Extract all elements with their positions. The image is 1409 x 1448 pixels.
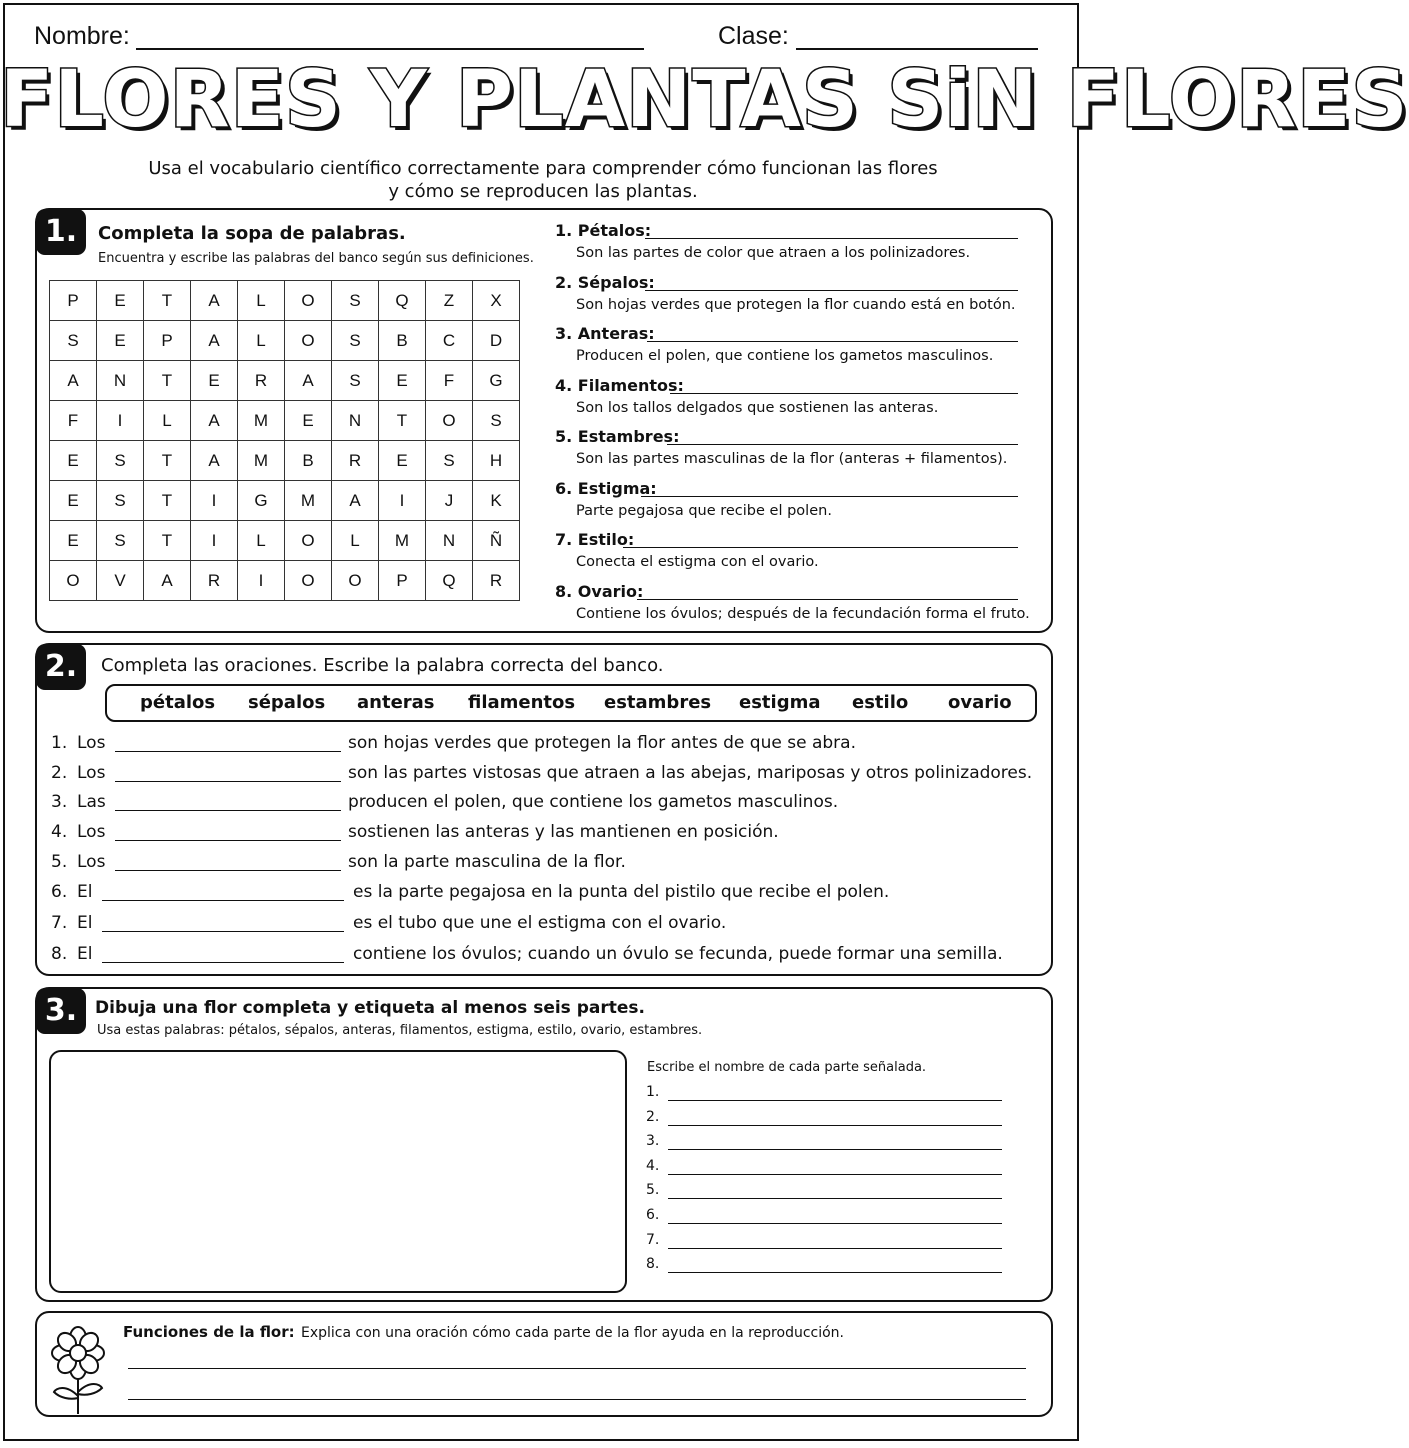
sentence-article: El [77, 913, 93, 933]
grid-cell[interactable]: J [426, 481, 473, 521]
word-bank-item: estambres [604, 692, 712, 713]
definition-answer-field[interactable] [637, 599, 1018, 600]
grid-cell[interactable]: I [238, 561, 285, 601]
definition-answer-field[interactable] [645, 238, 1018, 239]
sentence-answer-field[interactable] [115, 870, 341, 871]
word-bank-item: estilo [852, 692, 909, 713]
definition-label: 3. Anteras: [555, 324, 655, 343]
sentence-article: Los [77, 733, 106, 753]
definition-answer-field[interactable] [647, 341, 1018, 342]
grid-cell[interactable]: O [285, 321, 332, 361]
labels-title: Escribe el nombre de cada parte señalada. [647, 1060, 927, 1075]
definition-answer-field[interactable] [667, 444, 1018, 445]
grid-cell[interactable]: E [50, 521, 97, 561]
grid-cell[interactable]: F [50, 401, 97, 441]
grid-cell[interactable]: P [379, 561, 426, 601]
definition-label: 4. Filamentos: [555, 375, 684, 395]
definition-label: 7. Estilo: [555, 530, 635, 549]
grid-cell[interactable]: S [426, 441, 473, 481]
grid-cell[interactable]: O [285, 281, 332, 321]
grid-cell[interactable]: A [285, 361, 332, 401]
grid-cell[interactable]: N [97, 361, 144, 401]
grid-cell[interactable]: A [144, 561, 191, 601]
grid-cell[interactable]: A [191, 401, 238, 441]
grid-cell[interactable]: M [238, 401, 285, 441]
grid-cell[interactable]: R [473, 561, 520, 601]
grid-cell[interactable]: R [238, 361, 285, 401]
label-number: 2. [646, 1108, 660, 1125]
grid-cell[interactable]: T [144, 361, 191, 401]
grid-cell[interactable]: S [473, 401, 520, 441]
grid-cell[interactable]: B [285, 441, 332, 481]
sentence-article: El [77, 944, 93, 964]
sentence-article: Las [77, 792, 106, 812]
sentence-number: 3. [51, 792, 68, 812]
label-number: 3. [646, 1133, 660, 1150]
label-answer-field[interactable] [668, 1248, 1002, 1249]
functions-instruction: Explica con una oración cómo cada parte de la flor ayuda en la reproducción. [301, 1325, 845, 1341]
sentence-text: son hojas verdes que protegen la flor antes de que se abra. [348, 733, 856, 753]
sentence-article: El [77, 882, 93, 902]
label-number: 6. [646, 1207, 660, 1223]
grid-cell[interactable]: Q [426, 561, 473, 601]
grid-cell[interactable]: S [50, 321, 97, 361]
grid-cell[interactable]: Ñ [473, 521, 520, 561]
page-title: FLORES Y PLANTAS SiN FLORES [0, 55, 1409, 145]
grid-cell[interactable]: A [191, 281, 238, 321]
definition-text: Producen el polen, que contiene los gametos masculinos. [576, 348, 994, 364]
grid-cell[interactable]: O [50, 561, 97, 601]
grid-cell[interactable]: T [144, 481, 191, 521]
grid-cell[interactable]: I [191, 481, 238, 521]
word-bank-item: estigma [739, 692, 821, 713]
grid-cell[interactable]: T [379, 401, 426, 441]
label-answer-field[interactable] [668, 1198, 1002, 1199]
sentence-text: es el tubo que une el estigma con el ovario. [353, 913, 727, 933]
word-bank-item: filamentos [468, 692, 576, 713]
definition-answer-field[interactable] [670, 393, 1018, 394]
grid-cell[interactable]: E [50, 481, 97, 521]
label-number: 8. [646, 1256, 660, 1273]
definition-label: 5. Estambres: [555, 427, 680, 446]
grid-row [50, 281, 520, 321]
definition-text: Contiene los óvulos; después de la fecundación forma el fruto. [576, 605, 1030, 622]
flower-icon [48, 1326, 108, 1418]
functions-answer-line-2[interactable] [128, 1399, 1026, 1400]
grid-cell[interactable]: D [473, 321, 520, 361]
grid-cell[interactable]: T [144, 441, 191, 481]
subtitle-line-1: Usa el vocabulario científico correctamente para comprender cómo funcionan las flores [148, 158, 938, 179]
grid-cell[interactable]: S [97, 521, 144, 561]
grid-cell[interactable]: E [285, 401, 332, 441]
sentence-article: Los [77, 852, 106, 872]
section-2-title: Completa las oraciones. Escribe la palabra correcta del banco. [101, 655, 664, 676]
sentence-text: producen el polen, que contiene los gametos masculinos. [348, 792, 839, 812]
grid-cell[interactable]: O [426, 401, 473, 441]
definition-label: 2. Sépalos: [555, 272, 655, 292]
grid-row [50, 521, 520, 561]
grid-cell[interactable]: R [332, 441, 379, 481]
grid-cell[interactable]: A [50, 361, 97, 401]
definition-answer-field[interactable] [645, 290, 1018, 291]
grid-cell[interactable]: Z [426, 281, 473, 321]
label-answer-field[interactable] [668, 1149, 1002, 1150]
sentence-number: 5. [51, 852, 68, 872]
grid-cell[interactable]: E [97, 321, 144, 361]
definition-answer-field[interactable] [623, 547, 1018, 548]
grid-cell[interactable]: S [332, 321, 379, 361]
grid-cell[interactable]: S [97, 441, 144, 481]
label-number: 5. [646, 1182, 660, 1199]
grid-cell[interactable]: O [332, 561, 379, 601]
grid-cell[interactable]: L [144, 401, 191, 441]
definition-answer-field[interactable] [641, 496, 1018, 497]
sentence-number: 2. [51, 763, 68, 783]
grid-cell[interactable]: M [238, 441, 285, 481]
grid-cell[interactable]: S [97, 481, 144, 521]
grid-cell[interactable]: V [97, 561, 144, 601]
grid-row [50, 441, 520, 481]
grid-cell[interactable]: O [285, 561, 332, 601]
functions-answer-line-1[interactable] [128, 1368, 1026, 1369]
section-1-title: Completa la sopa de palabras. [98, 223, 406, 244]
grid-cell[interactable]: E [50, 441, 97, 481]
label-answer-field[interactable] [668, 1100, 1002, 1101]
definition-label: 6. Estigma: [555, 478, 657, 498]
grid-cell[interactable]: S [332, 281, 379, 321]
sentence-article: Los [77, 822, 106, 842]
sentence-answer-field[interactable] [115, 810, 341, 811]
subtitle-line-2: y cómo se reproducen las plantas. [388, 181, 698, 202]
label-answer-field[interactable] [668, 1125, 1002, 1126]
grid-cell[interactable]: E [97, 281, 144, 321]
sentence-answer-field[interactable] [102, 931, 344, 932]
grid-row [50, 481, 520, 521]
grid-cell[interactable]: C [426, 321, 473, 361]
label-number: 7. [646, 1231, 660, 1248]
definition-text: Son hojas verdes que protegen la flor cuando está en botón. [576, 296, 1016, 313]
grid-cell[interactable]: A [191, 321, 238, 361]
grid-cell[interactable]: E [379, 361, 426, 401]
grid-cell[interactable]: O [285, 521, 332, 561]
section-1-subtitle: Encuentra y escribe las palabras del banco según sus definiciones. [98, 251, 534, 266]
grid-cell[interactable]: F [426, 361, 473, 401]
label-number: 1. [646, 1084, 660, 1100]
grid-cell[interactable]: N [426, 521, 473, 561]
grid-cell[interactable]: L [238, 281, 285, 321]
grid-cell[interactable]: G [238, 481, 285, 521]
grid-cell[interactable]: X [473, 281, 520, 321]
section-3-subtitle: Usa estas palabras: pétalos, sépalos, anteras, filamentos, estigma, estilo, ovario, estambres. [97, 1023, 703, 1038]
label-number: 4. [646, 1157, 660, 1174]
drawing-area[interactable] [49, 1050, 627, 1293]
definition-text: Son los tallos delgados que sostienen las anteras. [576, 399, 939, 416]
sentence-text: sostienen las anteras y las mantienen en posición. [348, 822, 779, 842]
grid-row [50, 401, 520, 441]
grid-cell[interactable]: I [97, 401, 144, 441]
sentence-number: 4. [51, 822, 68, 842]
section-2-number: 2. [36, 644, 86, 690]
sentence-answer-field[interactable] [102, 962, 344, 963]
section-3-number: 3. [36, 988, 86, 1034]
definition-label: 8. Ovario: [555, 581, 644, 601]
grid-cell[interactable]: I [191, 521, 238, 561]
grid-cell[interactable]: L [238, 521, 285, 561]
label-answer-field[interactable] [668, 1174, 1002, 1175]
word-search-grid [49, 280, 520, 601]
grid-cell[interactable]: R [191, 561, 238, 601]
grid-cell[interactable]: N [332, 401, 379, 441]
definition-text: Son las partes de color que atraen a los polinizadores. [576, 245, 971, 261]
grid-cell[interactable]: S [332, 361, 379, 401]
word-bank-item: pétalos [140, 692, 216, 713]
word-bank-item: anteras [357, 692, 435, 713]
label-answer-field[interactable] [668, 1223, 1002, 1224]
label-answer-field[interactable] [668, 1272, 1002, 1273]
grid-cell[interactable]: H [473, 441, 520, 481]
word-bank-item: ovario [948, 692, 1012, 713]
definition-text: Parte pegajosa que recibe el polen. [576, 502, 832, 519]
grid-row [50, 361, 520, 401]
grid-cell[interactable]: M [285, 481, 332, 521]
definition-text: Conecta el estigma con el ovario. [576, 554, 819, 570]
sentence-answer-field[interactable] [115, 751, 341, 752]
grid-cell[interactable]: B [379, 321, 426, 361]
grid-cell[interactable]: A [191, 441, 238, 481]
sentence-answer-field[interactable] [115, 840, 341, 841]
grid-cell[interactable]: P [50, 281, 97, 321]
section-1-number: 1. [36, 209, 86, 255]
grid-cell[interactable]: Q [379, 281, 426, 321]
functions-title: Funciones de la flor: [123, 1323, 295, 1341]
name-field[interactable] [136, 48, 644, 50]
sentence-answer-field[interactable] [115, 781, 341, 782]
grid-cell[interactable]: I [379, 481, 426, 521]
sentence-number: 6. [51, 882, 68, 902]
word-bank-item: sépalos [248, 692, 326, 713]
sentence-text: es la parte pegajosa en la punta del pistilo que recibe el polen. [353, 882, 890, 902]
class-field[interactable] [796, 48, 1038, 50]
name-label: Nombre: [34, 22, 130, 50]
grid-cell[interactable]: L [238, 321, 285, 361]
grid-cell[interactable]: T [144, 281, 191, 321]
definition-text: Son las partes masculinas de la flor (anteras + filamentos). [576, 451, 1008, 467]
grid-cell[interactable]: E [379, 441, 426, 481]
sentence-number: 7. [51, 913, 68, 933]
sentence-text: contiene los óvulos; cuando un óvulo se fecunda, puede formar una semilla. [353, 944, 1003, 964]
sentence-number: 8. [51, 944, 68, 964]
grid-cell[interactable]: T [144, 521, 191, 561]
grid-cell[interactable]: P [144, 321, 191, 361]
grid-cell[interactable]: L [332, 521, 379, 561]
grid-cell[interactable]: M [379, 521, 426, 561]
grid-cell[interactable]: K [473, 481, 520, 521]
grid-cell[interactable]: G [473, 361, 520, 401]
class-label: Clase: [718, 22, 789, 50]
section-3-title: Dibuja una flor completa y etiqueta al menos seis partes. [95, 998, 645, 1018]
sentence-number: 1. [51, 733, 68, 753]
sentence-text: son la parte masculina de la flor. [348, 852, 626, 872]
sentence-text: son las partes vistosas que atraen a las abejas, mariposas y otros polinizadores. [348, 763, 1033, 783]
grid-cell[interactable]: E [191, 361, 238, 401]
grid-row [50, 561, 520, 601]
grid-cell[interactable]: A [332, 481, 379, 521]
grid-row [50, 321, 520, 361]
sentence-article: Los [77, 763, 106, 783]
sentence-answer-field[interactable] [102, 900, 344, 901]
definition-label: 1. Pétalos: [555, 221, 652, 240]
